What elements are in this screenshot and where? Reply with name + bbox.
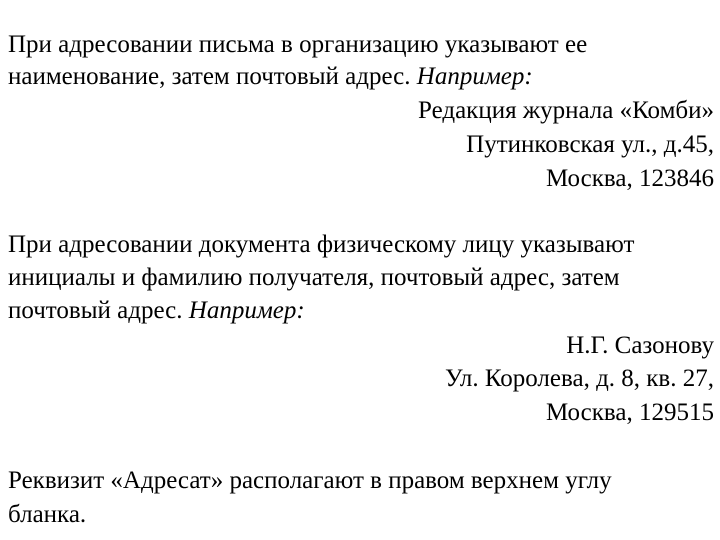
- example-label-2: Например:: [188, 297, 305, 324]
- paragraph-1-line-1: При адресовании письма в организацию указывают ее: [8, 31, 588, 58]
- address-2-line-1: Н.Г. Сазонову: [566, 332, 714, 359]
- address-1-line-2: Путинковская ул., д.45,: [466, 131, 714, 158]
- address-1-line-3: Москва, 123846: [545, 165, 714, 192]
- paragraph-1-text: наименование, затем почтовый адрес.: [8, 63, 411, 90]
- address-1-line-1: Редакция журнала «Комби»: [418, 97, 714, 124]
- example-label-1: Например:: [416, 63, 533, 90]
- paragraph-3-line-2: бланка.: [8, 501, 87, 528]
- paragraph-2-line-2: инициалы и фамилию получателя, почтовый адрес, затем: [8, 264, 620, 291]
- paragraph-3-line-1: Реквизит «Адресат» располагают в правом верхнем углу: [8, 467, 612, 494]
- address-2-line-3: Москва, 129515: [545, 399, 714, 426]
- address-2-line-2: Ул. Королева, д. 8, кв. 27,: [444, 365, 714, 392]
- paragraph-1-line-2: [8, 62, 533, 92]
- paragraph-2-line-1: При адресовании документа физическому лицу указывают: [8, 231, 635, 258]
- paragraph-2-line-3: [8, 296, 305, 326]
- paragraph-2-text: почтовый адрес.: [8, 297, 183, 324]
